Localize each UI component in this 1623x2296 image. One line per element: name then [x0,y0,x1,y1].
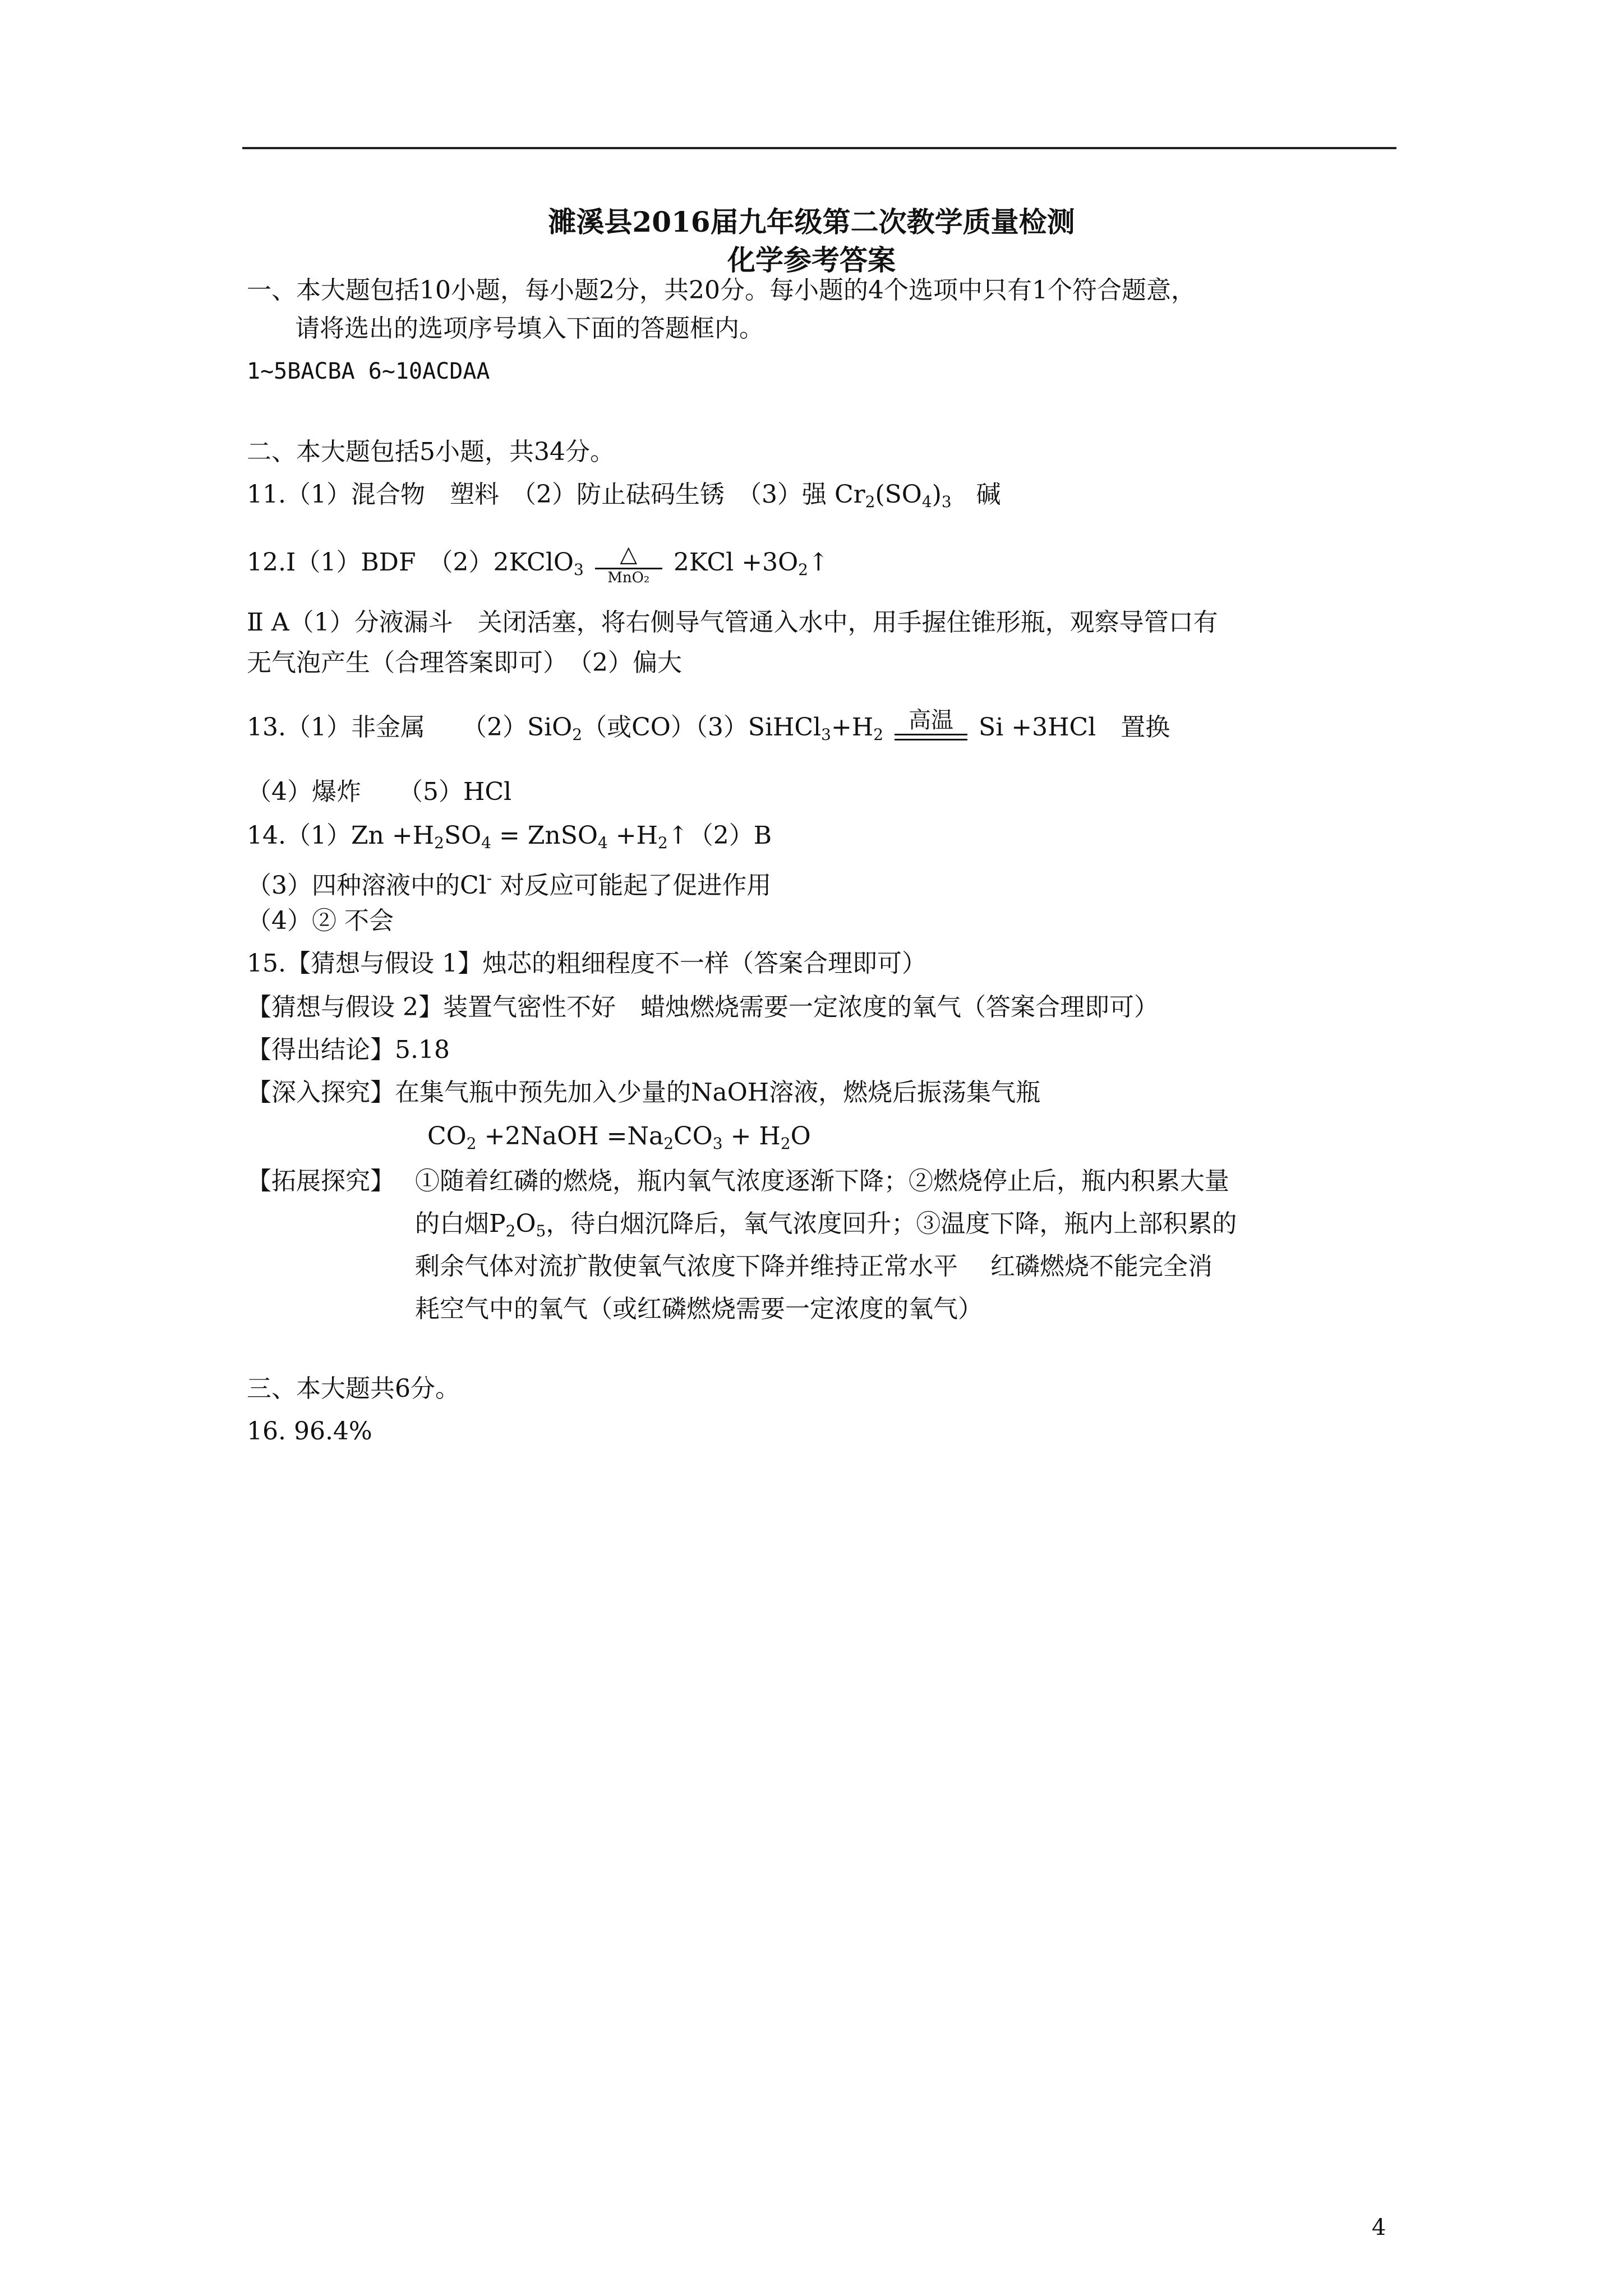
section1-answers: 1~5BACBA 6~10ACDAA [247,358,490,384]
q12-part2-line1: Ⅱ A（1）分液漏斗 关闭活塞，将右侧导气管通入水中，用手握住锥形瓶，观察导管口有 [247,608,1218,637]
reaction-condition-high-temp: 高温 [895,708,967,740]
q15-line4: 【深入探究】在集气瓶中预先加入少量的NaOH溶液，燃烧后振荡集气瓶 [247,1078,1041,1107]
q15-extension-line1: ①随着红磷的燃烧，瓶内氧气浓度逐渐下降；②燃烧停止后，瓶内积累大量 [415,1167,1229,1195]
reaction-condition [595,542,662,586]
q14-line2: （3）四种溶液中的Cl- 对反应可能起了促进作用 [247,869,772,900]
q15-extension-line4: 耗空气中的氧气（或红磷燃烧需要一定浓度的氧气） [415,1295,983,1323]
section3-heading: 三、本大题共6分。 [247,1374,460,1403]
q11-answer: 11.（1）混合物 塑料 （2）防止砝码生锈 （3）强 $Cr_2(SO_4)_3$ 碱 [247,480,1001,511]
q14-line3: （4）② 不会 [247,907,394,935]
q15-equation: $CO_2$ +2NaOH $=Na_2CO_3 + H_2O$ [427,1122,811,1153]
page-number: 4 [1372,2215,1386,2240]
q16-answer: 16. 96.4% [247,1417,372,1446]
section1-heading-line2: 请将选出的选项序号填入下面的答题框内。 [295,314,764,343]
q14-line1: $14.(1)Zn +H_2SO_4$ = ZnSO$_4$ $+H_2↑(2)B$ [247,821,772,852]
gas-arrow-icon: ↑ [808,548,829,577]
catalyst-label: MnO₂ [607,569,650,586]
heat-symbol: △ [620,541,638,567]
q12-part1: 12.Ⅰ（1）BDF （2）2KClO$_3$ △ MnO₂ $2KCl +3O_2↑$ [247,541,829,586]
q15-line3: 【得出结论】5.18 [247,1036,450,1064]
q15-extension-line3: 剩余气体对流扩散使氧气浓度下降并维持正常水平 红磷燃烧不能完全消 [415,1252,1212,1281]
q15-line2: 【猜想与假设 2】装置气密性不好 蜡烛燃烧需要一定浓度的氧气（答案合理即可） [247,993,1159,1022]
section1-heading-line1: 一、本大题包括10小题，每小题2分，共20分。每小题的4个选项中只有1个符合题意， [247,276,1196,305]
q13-line2: （4）爆炸 （5）HCl [247,777,512,806]
q13-answer: 13.（1）非金属 （2）SiO$_2$（或$CO)(3)SiHCl_3+H_2$ 高温 Si +3HCl 置换 [247,707,1170,744]
section2-heading: 二、本大题包括5小题，共34分。 [247,438,615,466]
q15-extension-label: 【拓展探究】 [247,1167,395,1195]
q12-part2-line2: 无气泡产生（合理答案即可） （2）偏大 [247,648,682,677]
document-subtitle: 化学参考答案 [727,243,896,277]
q15-line1: 15.【猜想与假设 1】烛芯的粗细程度不一样（答案合理即可） [247,949,926,978]
header-rule [242,147,1396,149]
q15-extension-line2: 的白烟$P_2O_5$，待白烟沉降后，氧气浓度回升；③温度下降，瓶内上部积累的 [415,1209,1237,1240]
document-title: 濉溪县2016届九年级第二次教学质量检测 [548,205,1075,238]
